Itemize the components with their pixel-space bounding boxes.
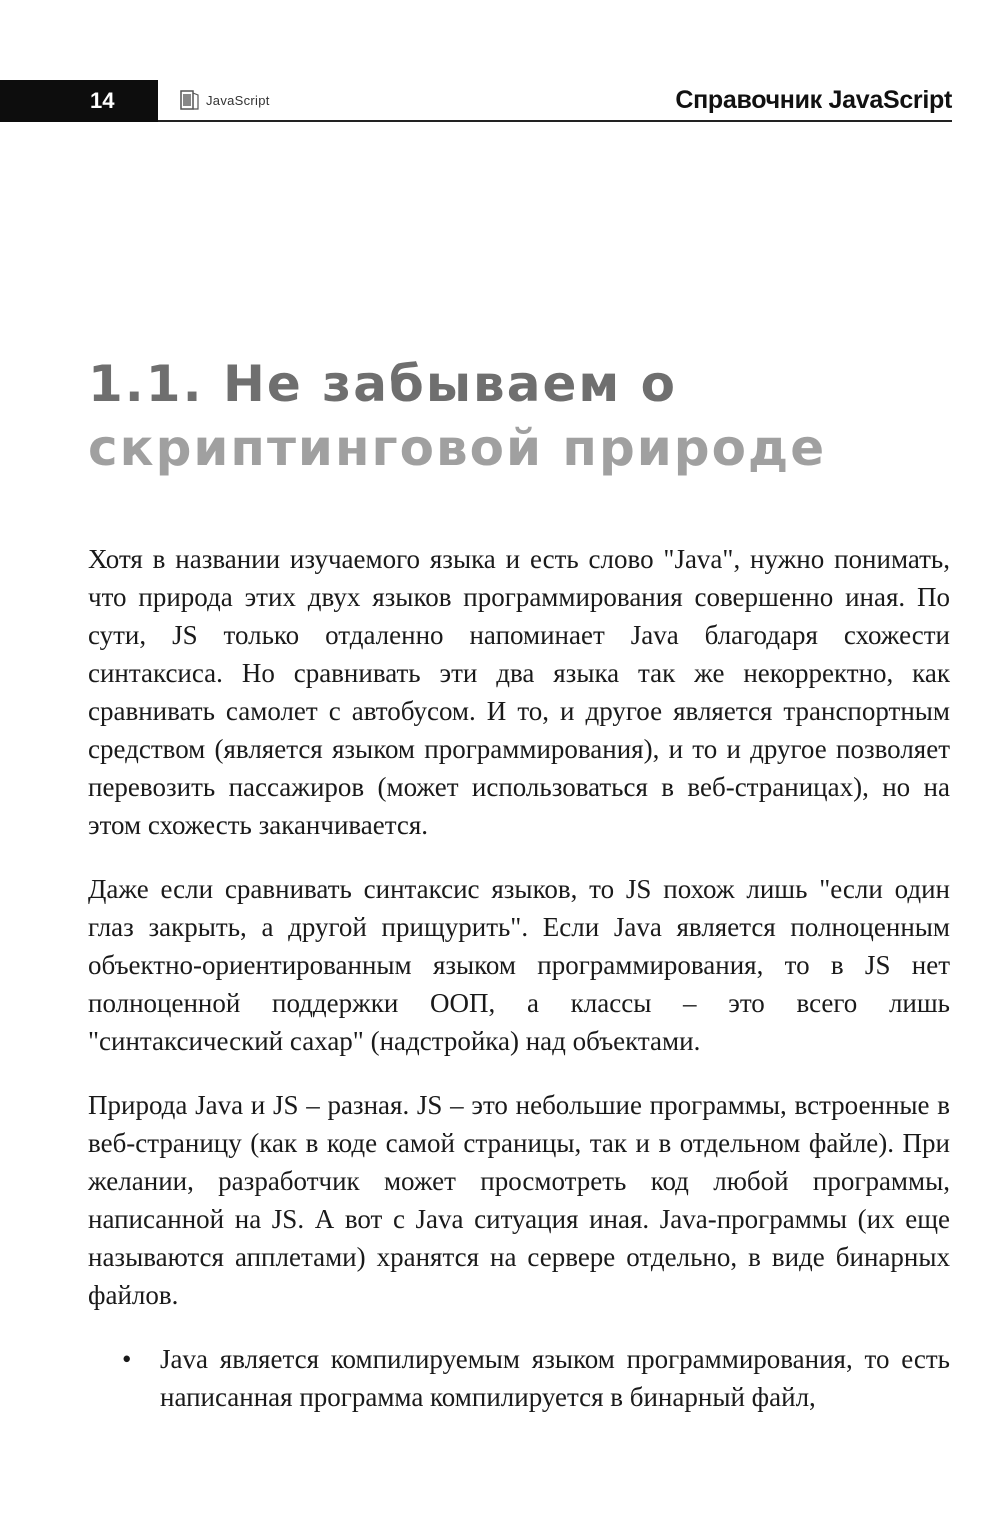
page-number: 14 [0, 80, 158, 122]
paragraph-2: Даже если сравнивать синтаксис языков, то JS похож лишь "если один глаз закрыть, а другой прищурить". Если Java является полноценным объектно-ориентированным языком программирования, то в JS нет полноценной поддержки ООП, а классы – это всего лишь "синтаксический сахар" (надстройка) над объектами. [88, 874, 950, 1056]
header-rule [158, 120, 952, 122]
section-title [88, 352, 948, 480]
bullet-list [88, 1340, 950, 1416]
body-text [88, 540, 950, 1416]
paragraph-1: Хотя в названии изучаемого языка и есть слово "Java", нужно понимать, что природа этих двух языков программирования совершенно иная. По сути, JS только отдаленно напоминает Java благодаря схожести синтаксиса. Но сравнивать эти два языка так же некорректно, как сравнивать самолет с автобусом. И то, и другое является транспортным средством (является языком программирования), и то и другое позволяет перевозить пассажиров (может использоваться в веб-страницах), но на этом схожесть заканчивается. [88, 544, 950, 840]
book-title: Справочник JavaScript [675, 86, 952, 114]
section-title-line2: скриптинговой природе [88, 419, 827, 477]
logo-text: JavaScript [206, 92, 270, 108]
series-logo [180, 88, 270, 112]
bullet-icon: • [122, 1344, 132, 1374]
list-item [88, 1340, 950, 1416]
section-title-line1: 1.1. Не забываем о [88, 355, 677, 413]
list-item-text: Java является компилируемым языком программирования, то есть написанная программа компилируется в бинарный файл, [160, 1344, 950, 1412]
js-logo-icon [180, 89, 200, 111]
page-header [0, 80, 952, 122]
paragraph-3: Природа Java и JS – разная. JS – это небольшие программы, встроенные в веб-страницу (как в коде самой страницы, так и в отдельном файле). При желании, разработчик может просмотреть код любой программы, написанной на JS. А вот с Java ситуация иная. Java-программы (их еще называются апплетами) хранятся на сервере отдельно, в виде бинарных файлов. [88, 1090, 950, 1310]
